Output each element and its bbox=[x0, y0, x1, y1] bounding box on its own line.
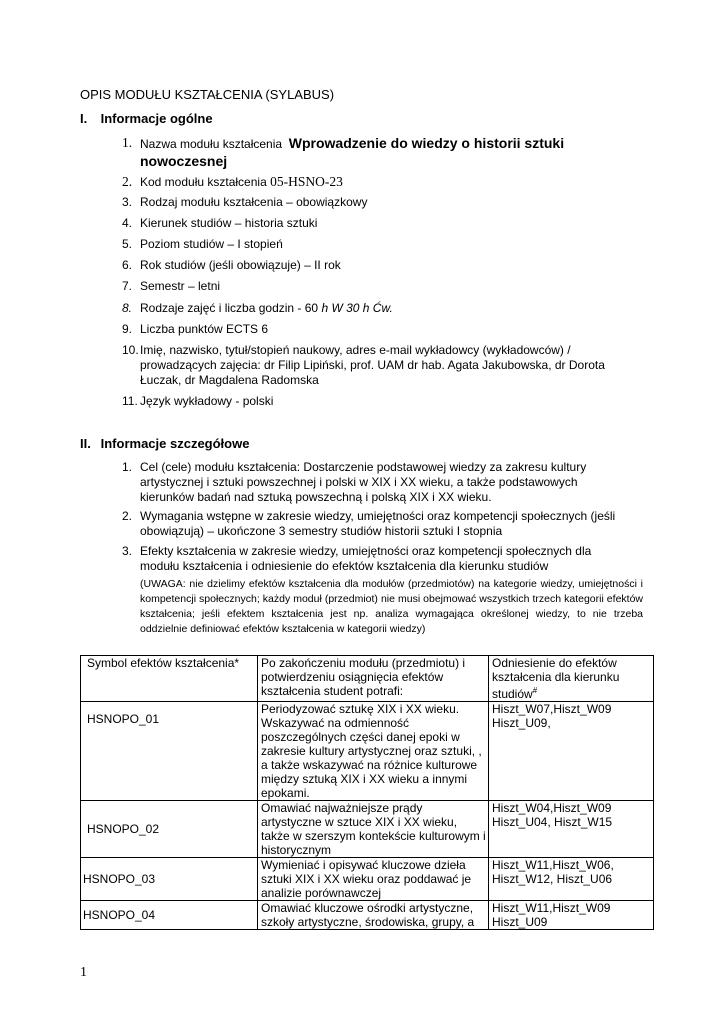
section-title: Informacje ogólne bbox=[100, 111, 213, 126]
reference-cell: Hiszt_W04,Hiszt_W09 Hiszt_U04, Hiszt_W15 bbox=[489, 801, 654, 858]
table-row bbox=[81, 901, 654, 930]
header-reference: Odniesienie do efektów kształcenia dla kierunku studiów bbox=[492, 656, 620, 701]
symbol-cell: HSNOPO_01 bbox=[81, 702, 258, 801]
list-item bbox=[122, 544, 632, 574]
item-text: Rodzaje zajęć i liczba godzin - 60 bbox=[140, 301, 322, 315]
list-item bbox=[122, 279, 642, 294]
list-item bbox=[122, 460, 632, 505]
note-text: (UWAGA: nie dzielimy efektów kształcenia dla modułów (przedmiotów) na kategorie wiedzy, umiejętności i kompetencji społecznych; każdy moduł (przedmiot) nie musi obejmować wszystkich trzech kategorii efektów kształcenia; jeśli efektem kształcenia jest np. analiza wymagająca określonej wiedzy, to nie trzeba oddzielnie definiować efektów kształcenia w kategorii wiedzy) bbox=[140, 578, 643, 635]
item-text: Rok studiów (jeśli obowiązuje) – II rok bbox=[140, 258, 341, 272]
item-text: Wymagania wstępne w zakresie wiedzy, umiejętności oraz kompetencji społecznych (jeśli obowiązują) – ukończone 3 semestry studiów historii sztuki I stopnia bbox=[140, 509, 616, 538]
symbol-cell: HSNOPO_02 bbox=[81, 801, 258, 858]
item-number: 1. bbox=[122, 460, 133, 474]
table-header-row bbox=[81, 656, 654, 702]
item-number: 8. bbox=[122, 301, 133, 315]
item-text-italic: h W 30 h Ćw. bbox=[321, 301, 393, 315]
page-number: 1 bbox=[80, 965, 87, 980]
section-title: Informacje szczegółowe bbox=[100, 436, 250, 451]
header-description: Po zakończeniu modułu (przedmiotu) i potwierdzeniu osiągnięcia efektów kształcenia student potrafi: bbox=[261, 656, 466, 698]
list-item bbox=[122, 394, 642, 409]
description-cell: Omawiać najważniejsze prądy artystyczne w sztuce XIX i XX wieku, także w szerszym kontekście kulturowym i historycznym bbox=[258, 801, 489, 858]
item-number: 1. bbox=[122, 135, 133, 150]
header-cell bbox=[81, 656, 258, 702]
description-cell: Wymieniać i opisywać kluczowe dzieła sztuki XIX i XX wieku oraz poddawać je analizie porównawczej bbox=[258, 858, 489, 901]
item-number: 10. bbox=[122, 343, 139, 357]
list-item bbox=[122, 301, 642, 316]
section-number: II. bbox=[80, 436, 91, 451]
header-symbol: Symbol efektów kształcenia* bbox=[87, 656, 240, 670]
symbol-cell: HSNOPO_04 bbox=[81, 901, 258, 930]
list-item bbox=[122, 216, 642, 231]
item-label: Kod modułu kształcenia bbox=[140, 175, 267, 189]
item-number: 2. bbox=[122, 174, 133, 189]
section-heading-general bbox=[80, 111, 213, 126]
item-number: 6. bbox=[122, 258, 133, 272]
reference-cell: Hiszt_W07,Hiszt_W09 Hiszt_U09, bbox=[489, 702, 654, 801]
item-number: 5. bbox=[122, 237, 133, 251]
item-text: Poziom studiów – I stopień bbox=[140, 237, 283, 251]
table-row bbox=[81, 858, 654, 901]
item-number: 3. bbox=[122, 544, 133, 558]
item-text: Imię, nazwisko, tytuł/stopień naukowy, adres e-mail wykładowcy (wykładowców) / prowadzących zajęcia: dr Filip Lipiński, prof. UAM dr hab. Agata Jakubowska, dr Dorota Łuczak, dr Magdalena Radomska bbox=[140, 343, 605, 387]
item-number: 2. bbox=[122, 509, 133, 523]
list-item bbox=[122, 343, 612, 388]
learning-outcomes-table bbox=[80, 655, 654, 930]
item-text: Liczba punktów ECTS 6 bbox=[140, 322, 269, 336]
description-cell: Periodyzować sztukę XIX i XX wieku. Wskazywać na odmienność poszczególnych części danej epoki w zakresie kultury artystycznej oraz sztuki, , a także wskazywać na różnice kulturowe między sztuką XIX i XX wieku a innymi epokami. bbox=[258, 702, 489, 801]
symbol-cell: HSNOPO_03 bbox=[81, 858, 258, 901]
list-item bbox=[122, 195, 642, 210]
list-item bbox=[122, 135, 642, 171]
header-cell bbox=[258, 656, 489, 702]
section-heading-detailed bbox=[80, 436, 249, 451]
item-number: 4. bbox=[122, 216, 133, 230]
reference-cell: Hiszt_W11,Hiszt_W09 Hiszt_U09 bbox=[489, 901, 654, 930]
list-item bbox=[122, 237, 642, 252]
item-text: Rodzaj modułu kształcenia – obowiązkowy bbox=[140, 195, 368, 209]
header-cell bbox=[489, 656, 654, 702]
module-name: Wprowadzenie do wiedzy o historii sztuki nowoczesnej bbox=[140, 135, 565, 169]
item-text: Efekty kształcenia w zakresie wiedzy, umiejętności oraz kompetencji społecznych dla modułu kształcenia i odniesienie do efektów kształcenia dla kierunku studiów bbox=[140, 544, 592, 573]
table-row bbox=[81, 702, 654, 801]
reference-cell: Hiszt_W11,Hiszt_W06, Hiszt_W12, Hiszt_U06 bbox=[489, 858, 654, 901]
item-text: Semestr – letni bbox=[140, 279, 221, 293]
item-number: 7. bbox=[122, 279, 133, 293]
list-item bbox=[122, 509, 632, 539]
table-row bbox=[81, 801, 654, 858]
item-number: 11. bbox=[122, 394, 138, 408]
item-number: 9. bbox=[122, 322, 133, 336]
module-code: 05-HSNO-23 bbox=[270, 174, 343, 189]
item-text: Język wykładowy - polski bbox=[140, 394, 274, 408]
item-number: 3. bbox=[122, 195, 133, 209]
list-item bbox=[122, 174, 642, 190]
item-text: Cel (cele) modułu kształcenia: Dostarczenie podstawowej wiedzy za zakresu kultury artystycznej i sztuki powszechnej i polski w XIX i XX wieku, a także podstawowych kierunków badań nad sztuką powszechną i polską XIX i XX wieku. bbox=[140, 460, 587, 504]
header-reference-sup: # bbox=[532, 686, 538, 695]
description-cell: Omawiać kluczowe ośrodki artystyczne, szkoły artystyczne, środowiska, grupy, a bbox=[258, 901, 489, 930]
document-title: OPIS MODUŁU KSZTAŁCENIA (SYLABUS) bbox=[80, 87, 335, 102]
item-label: Nazwa modułu kształcenia bbox=[140, 137, 283, 151]
list-item bbox=[122, 258, 642, 273]
section-number: I. bbox=[80, 111, 88, 126]
list-item bbox=[122, 322, 642, 337]
item-text: Kierunek studiów – historia sztuki bbox=[140, 216, 318, 230]
